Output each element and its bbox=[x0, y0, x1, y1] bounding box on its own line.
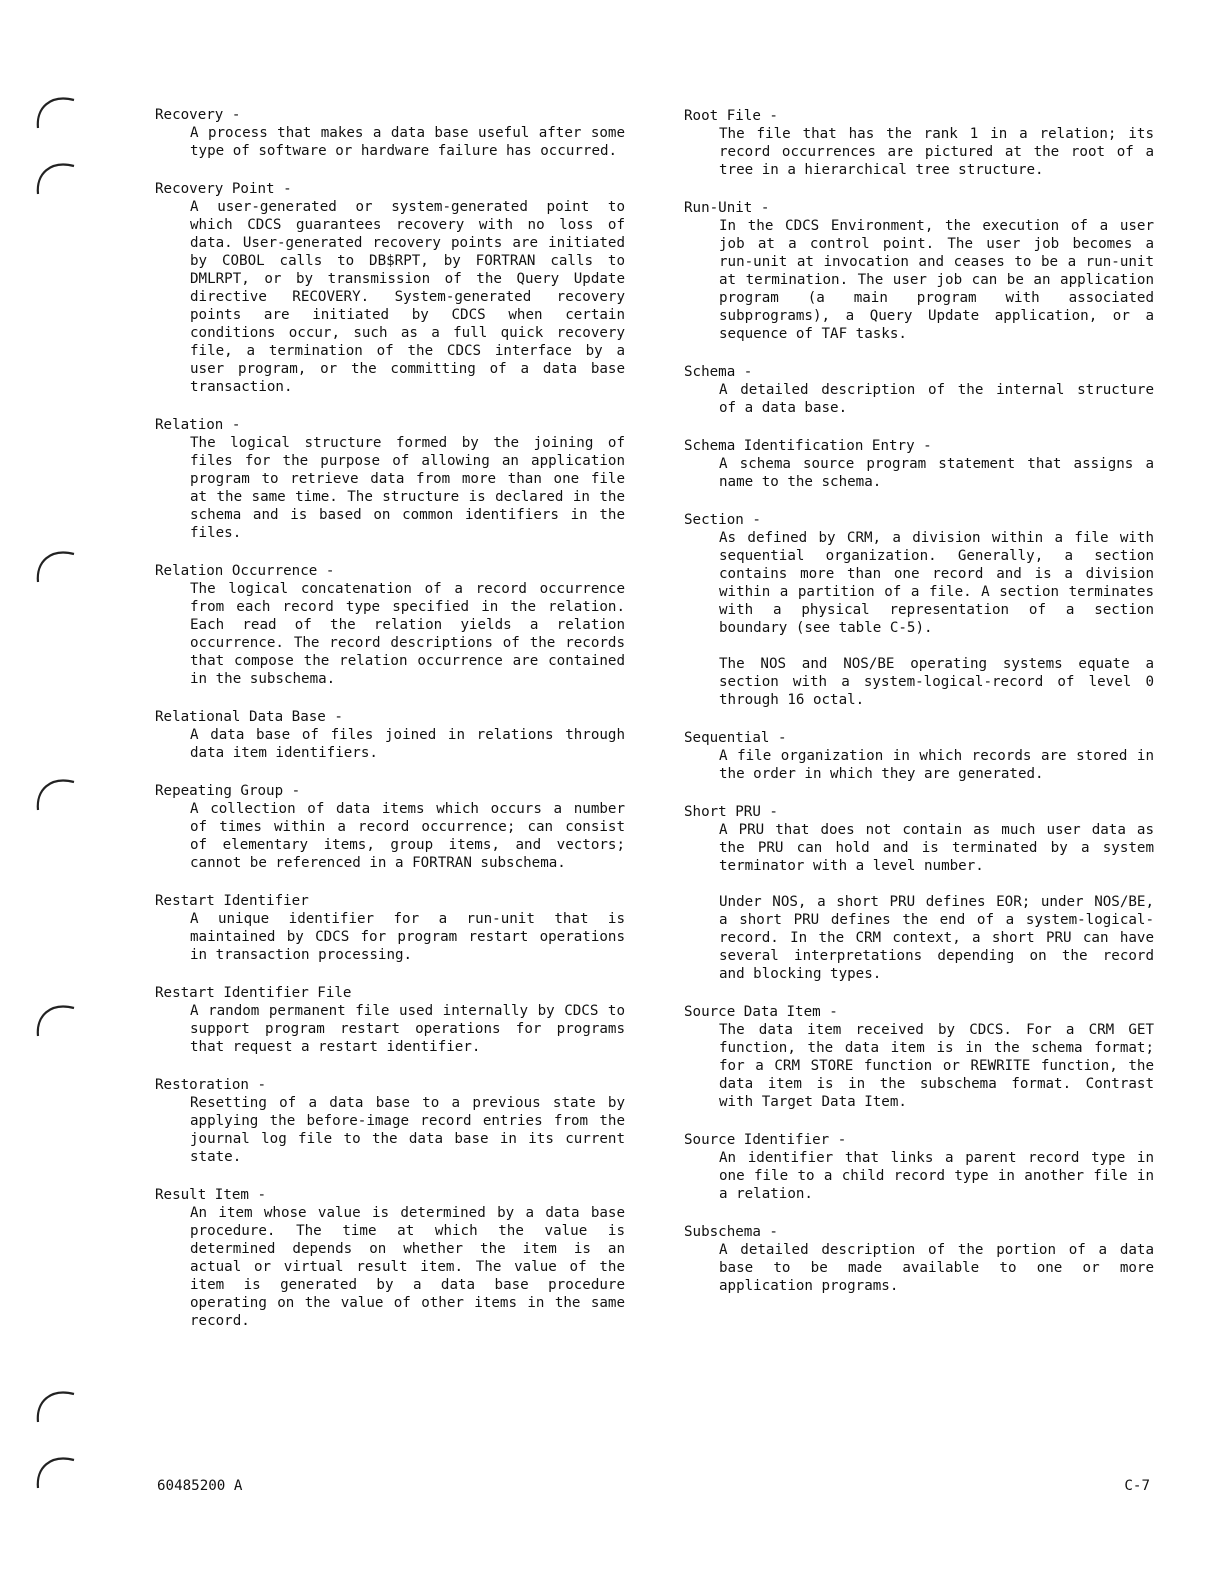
glossary-term: Recovery - bbox=[155, 107, 241, 123]
binder-hole-mark bbox=[30, 152, 80, 202]
glossary-term: Relation Occurrence - bbox=[155, 563, 335, 579]
glossary-definition: The data item received by CDCS. For a CRM GET function, the data item is in the schema format; for a CRM STORE function or REWRITE function, the data item is in the subschema format. Contrast with Target Data Item. bbox=[719, 1022, 1154, 1110]
glossary-term: Schema Identification Entry - bbox=[684, 438, 932, 454]
binder-hole-mark bbox=[30, 86, 80, 136]
glossary-definition: The logical concatenation of a record occurrence from each record type specified in the relation. Each read of the relation yields a relation occurrence. The record descriptions of the records that compose the relation occurrence are contained in the subschema. bbox=[190, 581, 625, 687]
glossary-definition: A random permanent file used internally by CDCS to support program restart operations for programs that request a restart identifier. bbox=[190, 1003, 625, 1055]
glossary-term: Sequential - bbox=[684, 730, 787, 746]
glossary-definition: A data base of files joined in relations through data item identifiers. bbox=[190, 727, 625, 761]
glossary-definition: A user-generated or system-generated point to which CDCS guarantees recovery with no loss of data. User-generated recovery points are initiated by COBOL calls to DB$RPT, by FORTRAN calls to DMLRPT, or by transmission of the Query Update directive RECOVERY. System-generated recovery points are initiated by CDCS when certain conditions occur, such as a full quick recovery file, a termination of the CDCS interface by a user program, or the committing of a data base transaction. bbox=[190, 199, 625, 395]
glossary-term: Relation - bbox=[155, 417, 241, 433]
glossary-term: Subschema - bbox=[684, 1224, 778, 1240]
glossary-entry bbox=[155, 1186, 625, 1330]
glossary-term: Root File - bbox=[684, 108, 778, 124]
glossary-entry bbox=[155, 106, 625, 160]
glossary-entry bbox=[684, 437, 1154, 491]
glossary-entry bbox=[684, 199, 1154, 343]
binder-hole-mark bbox=[30, 1446, 80, 1496]
glossary-definition: A detailed description of the internal structure of a data base. bbox=[719, 382, 1154, 416]
glossary-right-column bbox=[684, 107, 1154, 1315]
glossary-entry bbox=[155, 562, 625, 688]
glossary-term: Restoration - bbox=[155, 1077, 267, 1093]
glossary-definition: In the CDCS Environment, the execution of a user job at a control point. The user job becomes a run-unit at invocation and ceases to be a run-unit at termination. The user job can be an application program (a main program with associated subprograms), a Query Update application, or a sequence of TAF tasks. bbox=[719, 218, 1154, 342]
glossary-entry bbox=[684, 107, 1154, 179]
glossary-entry bbox=[155, 892, 625, 964]
glossary-entry bbox=[155, 708, 625, 762]
glossary-definition: An identifier that links a parent record type in one file to a child record type in another file in a relation. bbox=[719, 1150, 1154, 1202]
document-number: 60485200 A bbox=[157, 1478, 243, 1494]
binder-hole-mark bbox=[30, 994, 80, 1044]
glossary-definition: An item whose value is determined by a data base procedure. The time at which the value is determined depends on whether the item is an actual or virtual result item. The value of the item is generated by a data base procedure operating on the value of other items in the same record. bbox=[190, 1205, 625, 1329]
glossary-term: Short PRU - bbox=[684, 804, 778, 820]
glossary-definition: A schema source program statement that assigns a name to the schema. bbox=[719, 456, 1154, 490]
glossary-entry bbox=[155, 180, 625, 396]
glossary-term: Section - bbox=[684, 512, 761, 528]
glossary-term: Run-Unit - bbox=[684, 200, 770, 216]
glossary-entry bbox=[684, 1223, 1154, 1295]
glossary-term: Recovery Point - bbox=[155, 181, 292, 197]
glossary-entry bbox=[684, 1131, 1154, 1203]
page-number: C-7 bbox=[1124, 1478, 1150, 1494]
glossary-definition: Under NOS, a short PRU defines EOR; under NOS/BE, a short PRU defines the end of a system-logical-record. In the CRM context, a short PRU can have several interpretations depending on the record and blocking types. bbox=[719, 894, 1154, 982]
glossary-term: Repeating Group - bbox=[155, 783, 301, 799]
binder-hole-mark bbox=[30, 1380, 80, 1430]
glossary-term: Source Data Item - bbox=[684, 1004, 838, 1020]
glossary-definition: A file organization in which records are stored in the order in which they are generated. bbox=[719, 748, 1154, 782]
glossary-definition: A detailed description of the portion of a data base to be made available to one or more application programs. bbox=[719, 1242, 1154, 1294]
binder-hole-mark bbox=[30, 768, 80, 818]
glossary-definition: A process that makes a data base useful after some type of software or hardware failure has occurred. bbox=[190, 125, 625, 159]
glossary-definition: Resetting of a data base to a previous state by applying the before-image record entries from the journal log file to the data base in its current state. bbox=[190, 1095, 625, 1165]
glossary-term: Restart Identifier File bbox=[155, 985, 352, 1001]
glossary-term: Relational Data Base - bbox=[155, 709, 343, 725]
glossary-entry bbox=[684, 803, 1154, 983]
glossary-left-column bbox=[155, 106, 625, 1350]
glossary-entry bbox=[155, 1076, 625, 1166]
glossary-definition: The logical structure formed by the joining of files for the purpose of allowing an application program to retrieve data from more than one file at the same time. The structure is declared in the schema and is based on common identifiers in the files. bbox=[190, 435, 625, 541]
glossary-term: Result Item - bbox=[155, 1187, 267, 1203]
glossary-term: Schema - bbox=[684, 364, 753, 380]
glossary-definition: As defined by CRM, a division within a file with sequential organization. Generally, a section contains more than one record and is a division within a partition of a file. A section terminates with a physical representation of a section boundary (see table C-5). bbox=[719, 530, 1154, 636]
glossary-entry bbox=[684, 363, 1154, 417]
glossary-definition: A PRU that does not contain as much user data as the PRU can hold and is terminated by a system terminator with a level number. bbox=[719, 822, 1154, 874]
glossary-entry bbox=[684, 511, 1154, 709]
glossary-definition: The NOS and NOS/BE operating systems equate a section with a system-logical-record of level 0 through 16 octal. bbox=[719, 656, 1154, 708]
glossary-definition: The file that has the rank 1 in a relation; its record occurrences are pictured at the root of a tree in a hierarchical tree structure. bbox=[719, 126, 1154, 178]
binder-hole-mark bbox=[30, 540, 80, 590]
glossary-term: Restart Identifier bbox=[155, 893, 309, 909]
glossary-entry bbox=[155, 416, 625, 542]
glossary-entry bbox=[155, 984, 625, 1056]
glossary-term: Source Identifier - bbox=[684, 1132, 847, 1148]
glossary-definition: A unique identifier for a run-unit that is maintained by CDCS for program restart operations in transaction processing. bbox=[190, 911, 625, 963]
glossary-entry bbox=[684, 729, 1154, 783]
glossary-entry bbox=[684, 1003, 1154, 1111]
glossary-definition: A collection of data items which occurs a number of times within a record occurrence; can consist of elementary items, group items, and vectors; cannot be referenced in a FORTRAN subschema. bbox=[190, 801, 625, 871]
glossary-entry bbox=[155, 782, 625, 872]
